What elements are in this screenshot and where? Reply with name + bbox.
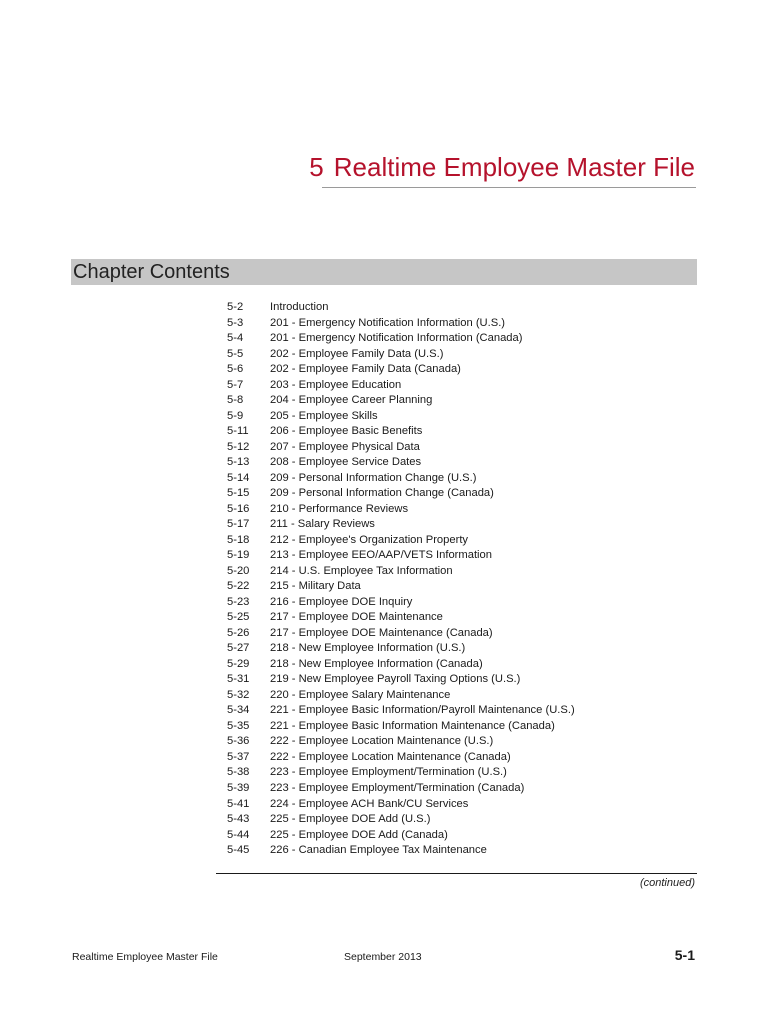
toc-entry-text: 211 - Salary Reviews — [270, 518, 375, 531]
toc-entry[interactable] — [227, 362, 697, 378]
toc-bottom-divider — [216, 873, 697, 874]
toc-entry-text: Introduction — [270, 301, 329, 313]
toc-entry[interactable] — [227, 393, 697, 409]
toc-entry[interactable] — [227, 672, 697, 688]
toc-entry-text: 209 - Personal Information Change (U.S.) — [270, 471, 477, 484]
toc-entry-text: 207 - Employee Physical Data — [270, 440, 420, 453]
table-of-contents — [227, 300, 697, 859]
toc-entry[interactable] — [227, 843, 697, 859]
section-title: Chapter Contents — [73, 261, 230, 283]
toc-entry-text: 202 - Employee Family Data (Canada) — [270, 363, 461, 376]
toc-entry[interactable] — [227, 719, 697, 735]
section-header-bar — [71, 259, 697, 285]
toc-entry[interactable] — [227, 409, 697, 425]
footer-page-number: 5-1 — [674, 947, 695, 963]
toc-page-number: 5-19 — [227, 549, 250, 562]
toc-entry-text: 220 - Employee Salary Maintenance — [270, 688, 451, 701]
toc-entry-text: 226 - Canadian Employee Tax Maintenance — [270, 844, 487, 857]
toc-entry[interactable] — [227, 517, 697, 533]
toc-entry-text: 217 - Employee DOE Maintenance — [270, 611, 443, 624]
toc-page-number: 5-37 — [227, 750, 250, 763]
toc-entry[interactable] — [227, 828, 697, 844]
toc-entry-text: 215 - Military Data — [270, 580, 361, 593]
toc-entry[interactable] — [227, 548, 697, 564]
toc-entry[interactable] — [227, 610, 697, 626]
toc-entry-text: 225 - Employee DOE Add (U.S.) — [270, 813, 431, 826]
toc-entry[interactable] — [227, 750, 697, 766]
toc-entry[interactable] — [227, 455, 697, 471]
toc-page-number: 5-4 — [227, 332, 244, 345]
footer-date: September 2013 — [344, 951, 422, 963]
toc-entry-text: 224 - Employee ACH Bank/CU Services — [270, 797, 469, 810]
toc-entry-text: 212 - Employee's Organization Property — [270, 533, 469, 546]
toc-entry-text: 205 - Employee Skills — [270, 409, 378, 422]
toc-entry-text: 222 - Employee Location Maintenance (U.S.) — [270, 735, 494, 748]
toc-page-number: 5-32 — [227, 688, 250, 701]
toc-entry[interactable] — [227, 688, 697, 704]
toc-entry[interactable] — [227, 626, 697, 642]
toc-page-number: 5-43 — [227, 813, 250, 826]
toc-page-number: 5-16 — [227, 502, 250, 515]
chapter-number: 5 — [309, 152, 324, 182]
toc-entry-text: 217 - Employee DOE Maintenance (Canada) — [270, 626, 493, 639]
toc-page-number: 5-26 — [227, 626, 250, 639]
toc-entry[interactable] — [227, 812, 697, 828]
toc-entry[interactable] — [227, 595, 697, 611]
toc-entry-text: 218 - New Employee Information (Canada) — [270, 657, 483, 670]
toc-page-number: 5-41 — [227, 797, 250, 810]
toc-entry-text: 210 - Performance Reviews — [270, 502, 409, 515]
toc-entry-text: 222 - Employee Location Maintenance (Canada) — [270, 750, 511, 763]
toc-page-number: 5-15 — [227, 487, 250, 500]
toc-entry-text: 206 - Employee Basic Benefits — [270, 425, 423, 438]
chapter-title-text: Realtime Employee Master File — [333, 152, 695, 182]
toc-entry-text: 213 - Employee EEO/AAP/VETS Information — [270, 549, 492, 562]
toc-entry[interactable] — [227, 316, 697, 332]
toc-page-number: 5-18 — [227, 533, 250, 546]
toc-entry-text: 221 - Employee Basic Information Maintenance (Canada) — [270, 719, 555, 732]
toc-entry-text: 218 - New Employee Information (U.S.) — [270, 642, 466, 655]
toc-page-number: 5-45 — [227, 844, 250, 857]
toc-entry-text: 208 - Employee Service Dates — [270, 456, 422, 469]
toc-page-number: 5-7 — [227, 378, 244, 391]
toc-entry[interactable] — [227, 424, 697, 440]
toc-entry[interactable] — [227, 486, 697, 502]
title-divider — [322, 187, 696, 188]
toc-entry[interactable] — [227, 533, 697, 549]
toc-entry-text: 204 - Employee Career Planning — [270, 394, 433, 407]
toc-entry-text: 203 - Employee Education — [270, 378, 402, 391]
toc-entry[interactable] — [227, 579, 697, 595]
chapter-title — [309, 152, 695, 183]
toc-entry[interactable] — [227, 564, 697, 580]
toc-page-number: 5-11 — [227, 425, 249, 438]
toc-page-number: 5-31 — [227, 673, 250, 686]
toc-page-number: 5-38 — [227, 766, 250, 779]
toc-page-number: 5-2 — [227, 301, 244, 313]
toc-entry[interactable] — [227, 765, 697, 781]
toc-entry[interactable] — [227, 471, 697, 487]
toc-entry-text: 225 - Employee DOE Add (Canada) — [270, 828, 448, 841]
toc-entry-text: 223 - Employee Employment/Termination (U.S.) — [270, 766, 507, 779]
toc-page-number: 5-14 — [227, 471, 250, 484]
footer-document-title: Realtime Employee Master File — [72, 951, 218, 963]
toc-page-number: 5-13 — [227, 456, 250, 469]
toc-entry[interactable] — [227, 502, 697, 518]
toc-page-number: 5-6 — [227, 363, 244, 376]
toc-page-number: 5-9 — [227, 409, 244, 422]
toc-page-number: 5-20 — [227, 564, 250, 577]
toc-entry[interactable] — [227, 378, 697, 394]
toc-entry-text: 221 - Employee Basic Information/Payroll Maintenance (U.S.) — [270, 704, 575, 717]
toc-page-number: 5-17 — [227, 518, 250, 531]
continued-label: (continued) — [639, 877, 695, 889]
toc-entry[interactable] — [227, 657, 697, 673]
toc-page-number: 5-35 — [227, 719, 250, 732]
toc-page-number: 5-8 — [227, 394, 244, 407]
toc-entry[interactable] — [227, 641, 697, 657]
toc-page-number: 5-23 — [227, 595, 250, 608]
toc-entry-text: 219 - New Employee Payroll Taxing Options (U.S.) — [270, 673, 521, 686]
toc-page-number: 5-39 — [227, 781, 250, 794]
toc-entry[interactable] — [227, 734, 697, 750]
toc-page-number: 5-5 — [227, 347, 244, 360]
toc-entry[interactable] — [227, 781, 697, 797]
toc-page-number: 5-12 — [227, 440, 250, 453]
toc-entry-text: 201 - Emergency Notification Information (U.S.) — [270, 316, 506, 329]
toc-page-number: 5-29 — [227, 657, 250, 670]
toc-entry-text: 202 - Employee Family Data (U.S.) — [270, 347, 444, 360]
toc-entry[interactable] — [227, 703, 697, 719]
toc-page-number: 5-27 — [227, 642, 250, 655]
toc-page-number: 5-36 — [227, 735, 250, 748]
toc-page-number: 5-22 — [227, 580, 250, 593]
toc-entry[interactable] — [227, 331, 697, 347]
toc-entry-text: 214 - U.S. Employee Tax Information — [270, 564, 453, 577]
toc-page-number: 5-25 — [227, 611, 250, 624]
toc-entry[interactable] — [227, 440, 697, 456]
toc-entry-text: 223 - Employee Employment/Termination (Canada) — [270, 781, 525, 794]
toc-entry-text: 216 - Employee DOE Inquiry — [270, 595, 413, 608]
toc-entry[interactable] — [227, 300, 697, 316]
toc-page-number: 5-44 — [227, 828, 250, 841]
toc-entry[interactable] — [227, 347, 697, 363]
toc-page-number: 5-34 — [227, 704, 250, 717]
toc-page-number: 5-3 — [227, 316, 244, 329]
toc-entry-text: 209 - Personal Information Change (Canada) — [270, 487, 494, 500]
toc-entry-text: 201 - Emergency Notification Information (Canada) — [270, 332, 523, 345]
toc-entry[interactable] — [227, 797, 697, 813]
